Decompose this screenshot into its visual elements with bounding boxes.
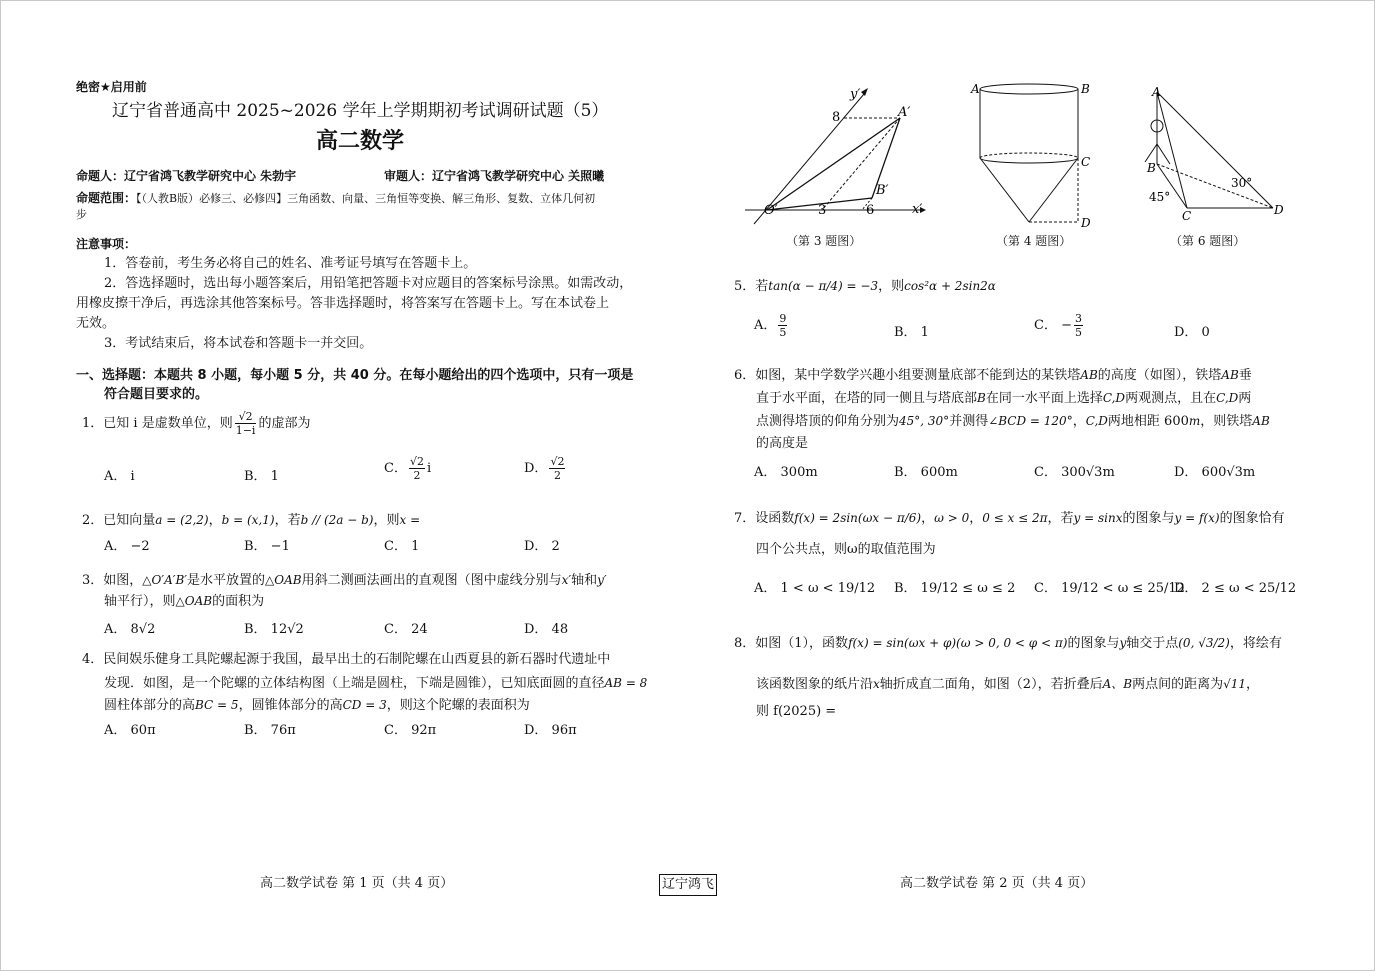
note-3: 3．考试结束后，将本试卷和答题卡一并交回。	[104, 336, 373, 351]
reviewer-line: 审题人：辽宁省鸿飞教学研究中心 关照曦	[384, 169, 605, 183]
q6-l1c: 垂	[1238, 368, 1252, 383]
q5-c-den: 5	[1074, 326, 1082, 339]
q6-l3e: ，则铁塔	[1200, 414, 1253, 429]
fig4-cone-left	[980, 158, 1029, 222]
q5-option-a[interactable]	[754, 312, 789, 339]
q6-line4: 的高度是	[756, 436, 809, 451]
q7-option-d[interactable]: D． 2 ≤ ω < 25/12	[1174, 581, 1297, 596]
q2-option-c[interactable]: C． 1	[384, 539, 420, 554]
q3-y-axis: y′	[597, 573, 607, 587]
q3-option-a[interactable]: A． 8√2	[104, 622, 156, 637]
q6-b: B	[977, 391, 986, 405]
q5-c-frac	[1074, 312, 1083, 339]
q3-number: 3．	[82, 573, 104, 588]
q1-option-c[interactable]	[384, 455, 431, 482]
scope-label: 命题范围：	[76, 191, 137, 205]
q8-line3: 则 f(2025) =	[756, 704, 837, 719]
q6-option-d[interactable]: D． 600√3m	[1174, 465, 1256, 480]
q4-l1: 民间娱乐健身工具陀螺起源于我国，最早出土的石制陀螺在山西夏县的新石器时代遗址中	[103, 652, 611, 667]
q1-frac-num: √2	[235, 410, 257, 424]
q3-l2-tri: △OAB	[175, 594, 213, 608]
q8-number: 8．	[734, 636, 756, 651]
q1-c-tail: i	[426, 461, 432, 476]
section1-line1: 一、选择题：本题共 8 小题，每小题 5 分，共 40 分。在每小题给出的四个选项中，只有一项是	[76, 368, 634, 383]
author-line: 命题人：辽宁省鸿飞教学研究中心 朱勃宇	[76, 169, 297, 183]
footer-left: 高二数学试卷 第 1 页（共 4 页）	[260, 876, 454, 891]
q3-tri: △OAB	[265, 573, 302, 587]
notes-heading: 注意事项：	[76, 237, 137, 251]
q3-l1c: 用斜二测画法画出的直观图（图中虚线分别与	[301, 573, 562, 588]
q7-option-b[interactable]: B． 19/12 ≤ ω ≤ 2	[894, 581, 1016, 596]
fig4-cone-right	[1029, 158, 1078, 222]
q5-option-d[interactable]: D． 0	[1174, 325, 1210, 340]
figure-4	[970, 78, 1100, 230]
fig3-label-b: B′	[876, 183, 889, 198]
q1-c-den: 2	[413, 469, 421, 482]
q5-number: 5．	[734, 279, 756, 294]
q4-number: 4．	[82, 652, 104, 667]
q8-y: y	[1119, 636, 1127, 650]
q6-ab-2: AB	[1221, 368, 1239, 382]
q5-a-num: 9	[779, 312, 787, 325]
q7-l1c: ，	[969, 511, 983, 526]
exam-title: 辽宁省普通高中 2025~2026 学年上学期期初考试调研试题（5）	[112, 101, 609, 121]
q7-function: f(x) = 2sin(ωx − π/6)	[794, 511, 922, 525]
q8-distance: √11	[1223, 677, 1247, 691]
fig3-label-8: 8	[832, 110, 841, 125]
q1-option-b[interactable]: B． 1	[244, 469, 279, 484]
q6-l3c: ，	[1072, 414, 1086, 429]
q7-fx: y = f(x)	[1174, 511, 1220, 525]
fig4-caption: （第 4 题图）	[996, 234, 1072, 248]
q4-l3b: ，圆锥体部分的高	[238, 698, 343, 713]
q3-l1a: 如图，	[103, 573, 143, 588]
q4-line2	[104, 673, 647, 694]
q7-sin: y = sinx	[1073, 511, 1123, 525]
q3-l1b: 是水平放置的	[187, 573, 266, 588]
fig6-angle-45: 45°	[1149, 190, 1171, 204]
fig6-angle-30: 30°	[1231, 176, 1253, 190]
figure-3	[740, 82, 930, 227]
q8-l1d: ，将绘有	[1229, 636, 1282, 651]
q7-l1e: 的图象与	[1122, 511, 1175, 526]
q4-ab: AB = 8	[604, 676, 648, 690]
q4-option-c[interactable]: C． 92π	[384, 723, 437, 738]
q7-option-a[interactable]: A． 1 < ω < 19/12	[754, 581, 876, 596]
q6-ab-1: AB	[1080, 368, 1098, 382]
q5-stem	[734, 276, 996, 297]
q3-l2a: 轴平行），则	[104, 594, 176, 609]
q7-l1a: 设函数	[755, 511, 795, 526]
q2-post: ，则	[373, 513, 400, 528]
q6-angle-bcd: ∠BCD = 120°	[988, 414, 1073, 428]
fig6-label-c: C	[1182, 209, 1192, 223]
q7-omega-cond: ω > 0	[934, 511, 970, 525]
q6-line1	[734, 365, 1252, 386]
q4-l2a: 发现．如图，是一个陀螺的立体结构图（上端是圆柱，下端是圆锥），已知底面圆的直径	[104, 676, 605, 691]
q3-l2b: 的面积为	[212, 594, 265, 609]
q7-l1b: ，	[921, 511, 935, 526]
q7-option-c[interactable]: C． 19/12 < ω ≤ 25/12	[1034, 581, 1185, 596]
q2-text: 已知向量	[103, 513, 156, 528]
q6-cd-2: C,D	[1216, 391, 1239, 405]
q5-a-label: A．	[754, 318, 777, 333]
fig6-label-a: A	[1152, 85, 1161, 99]
fig3-label-3: 3	[818, 203, 827, 218]
q6-l2c: 两观测点，且在	[1125, 391, 1217, 406]
q4-line1	[82, 650, 610, 670]
q4-option-b[interactable]: B． 76π	[244, 723, 296, 738]
q2-condition: b // (2a − b)	[300, 513, 374, 527]
q2-cond-pre: ，若	[274, 513, 301, 528]
q6-l3b: 并测得	[949, 414, 989, 429]
q6-l1b: 的高度（如图），铁塔	[1097, 368, 1222, 383]
q1-frac-den: 1−i	[235, 424, 256, 437]
q6-l2d: 两	[1238, 391, 1252, 406]
section1-line2: 符合题目要求的。	[104, 387, 209, 402]
q5-c-num: 3	[1074, 312, 1082, 325]
q1-pre: 已知 i 是虚数单位，则	[103, 416, 233, 431]
q6-l3d: 两地相距 600	[1107, 414, 1189, 429]
fig4-label-c: C	[1081, 155, 1091, 169]
fig6-caption: （第 6 题图）	[1170, 234, 1246, 248]
q1-d-den: 2	[553, 469, 561, 482]
q6-l3a: 点测得塔顶的仰角分别为	[756, 414, 900, 429]
q8-l2a: 该函数图象的纸片沿	[756, 677, 874, 692]
fig4-label-a: A	[971, 82, 980, 96]
q8-l1b: 的图象与	[1067, 636, 1120, 651]
q7-line2: 四个公共点，则ω的取值范围为	[756, 542, 936, 557]
q4-l3a: 圆柱体部分的高	[104, 698, 196, 713]
q5-expression: tan(α − π/4) = −3	[768, 279, 879, 293]
q7-x-range: 0 ≤ x ≤ 2π	[982, 511, 1048, 525]
q3-option-b[interactable]: B． 12√2	[244, 622, 304, 637]
note-1: 1．答卷前，考生务必将自己的姓名、准考证号填写在答题卡上。	[104, 256, 477, 271]
q1-d-label: D．	[524, 461, 548, 476]
fig3-y-arrow	[861, 88, 868, 96]
q6-ab-3: AB	[1252, 414, 1270, 428]
q7-l1d: ，若	[1047, 511, 1074, 526]
q4-l3c: ，则这个陀螺的表面积为	[386, 698, 530, 713]
q2-b-vector: b = (x,1)	[221, 513, 275, 527]
fig4-label-d: D	[1081, 216, 1091, 230]
q6-unit: m	[1188, 414, 1201, 428]
q5-option-c[interactable]	[1034, 312, 1085, 339]
q3-x-axis: x′	[561, 573, 572, 587]
fig4-label-b: B	[1081, 82, 1090, 96]
q3-option-d[interactable]: D． 48	[524, 622, 569, 637]
fig4-top-ellipse	[980, 84, 1078, 94]
fig3-label-x: x′	[912, 202, 923, 217]
q8-line2	[756, 674, 1259, 695]
q6-l2b: 在同一水平面上选择	[985, 391, 1103, 406]
q8-l1c: 轴交于点	[1126, 636, 1179, 651]
q1-number: 1．	[82, 416, 104, 431]
q6-line2	[756, 388, 1251, 409]
subject-title: 高二数学	[316, 129, 405, 154]
q1-stem	[82, 410, 310, 437]
q5-c-label: C． −	[1034, 318, 1072, 333]
fig3-label-o: O′	[764, 203, 778, 218]
fig6-line-bd	[1157, 164, 1273, 208]
q6-l2a: 直于水平面，在塔的同一侧且与塔底部	[756, 391, 978, 406]
fig3-caption: （第 3 题图）	[786, 234, 862, 248]
note-2a: 2．答选择题时，选出每小题答案后，用铅笔把答题卡对应题目的答案标号涂黑。如需改动，	[104, 276, 633, 291]
q4-cd: CD = 3	[342, 698, 387, 712]
q5-mid: ，则	[878, 279, 905, 294]
q2-stem: 2．已知向量a = (2,2)，b = (x,1)，若b // (2a − b)，则x =	[82, 513, 421, 528]
q8-l2d: ，	[1246, 677, 1260, 692]
q3-tri-prime: △O′A′B′	[142, 573, 188, 587]
q6-option-b[interactable]: B． 600m	[894, 465, 958, 480]
q6-number: 6．	[734, 368, 756, 383]
q5-pre: 若	[755, 279, 769, 294]
fig6-label-b: B	[1147, 161, 1156, 175]
q6-cd-1: C,D	[1102, 391, 1126, 405]
q6-angles: 45°, 30°	[899, 414, 950, 428]
q6-l1a: 如图，某中学数学兴趣小组要测量底部不能到达的某铁塔	[755, 368, 1081, 383]
q5-a-frac	[778, 312, 787, 339]
q1-c-label: C．	[384, 461, 407, 476]
q1-option-a[interactable]: A． i	[104, 469, 135, 484]
q2-option-d[interactable]: D． 2	[524, 539, 560, 554]
q1-c-frac	[409, 455, 425, 482]
figure-6	[1140, 84, 1290, 224]
footer-center-brand: 辽宁鸿飞	[659, 874, 717, 896]
q4-bc: BC = 5	[195, 698, 239, 712]
q2-option-b[interactable]: B． −1	[244, 539, 290, 554]
q2-option-a[interactable]: A． −2	[104, 539, 150, 554]
q8-l2c: 两点间的距离为	[1132, 677, 1224, 692]
q8-x: x	[873, 677, 880, 691]
q6-line3	[756, 411, 1270, 432]
q4-option-a[interactable]: A． 60π	[104, 723, 156, 738]
q6-option-a[interactable]: A． 300m	[754, 465, 818, 480]
q2-x-eq: x =	[399, 513, 421, 527]
scope-line	[76, 187, 666, 206]
q3-line1	[82, 570, 607, 591]
q7-line1	[734, 508, 1285, 529]
q3-l1d: 轴和	[571, 573, 598, 588]
fig4-bottom-front	[980, 158, 1078, 163]
q7-number: 7．	[734, 511, 756, 526]
secret-label: 绝密★启用前	[76, 80, 147, 94]
fig3-label-y: y′	[850, 87, 861, 102]
q3-line2	[104, 591, 264, 612]
q1-d-frac	[549, 455, 565, 482]
q2-number: 2．	[82, 513, 104, 528]
fig3-label-a: A′	[898, 105, 911, 120]
note-2c: 无效。	[76, 316, 116, 331]
fig6-label-d: D	[1274, 203, 1284, 217]
q6-option-c[interactable]: C． 300√3m	[1034, 465, 1115, 480]
q1-option-d[interactable]	[524, 455, 567, 482]
q5-option-b[interactable]: B． 1	[894, 325, 929, 340]
q3-option-c[interactable]: C． 24	[384, 622, 428, 637]
q8-l1a: 如图（1），函数	[755, 636, 849, 651]
q2-a-vector: a = (2,2)	[155, 513, 209, 527]
fig4-bottom-back	[980, 153, 1078, 158]
fig6-right-leg	[1157, 144, 1170, 164]
q4-option-d[interactable]: D． 96π	[524, 723, 577, 738]
q1-d-num: √2	[550, 455, 565, 468]
q8-l2b: 轴折成直二面角，如图（2），若折叠后	[879, 677, 1103, 692]
q1-fraction	[235, 410, 257, 437]
q7-l1f: 的图象恰有	[1219, 511, 1285, 526]
fig6-left-leg	[1145, 144, 1157, 162]
fig6-line-ad	[1157, 92, 1273, 208]
q5-ask: cos²α + 2sin2α	[904, 279, 996, 293]
scope-tail: 步	[76, 208, 87, 221]
q8-point: (0, √3/2)	[1178, 636, 1230, 650]
q1-c-num: √2	[409, 455, 424, 468]
q8-ab: A、B	[1102, 677, 1133, 691]
q8-line1	[734, 633, 1282, 654]
q1-post: 的虚部为	[258, 416, 311, 431]
footer-right: 高二数学试卷 第 2 页（共 4 页）	[900, 876, 1094, 891]
q5-a-den: 5	[779, 326, 787, 339]
fig3-label-6: 6	[866, 203, 875, 218]
scope-text: 【（人教B版）必修三、必修四】三角函数、向量、三角恒等变换、解三角形、复数、立体几何初	[136, 192, 596, 205]
q6-cd-3: C,D	[1085, 414, 1108, 428]
q4-line3	[104, 695, 530, 716]
q8-function: f(x) = sin(ωx + φ)(ω > 0, 0 < φ < π)	[848, 636, 1068, 650]
note-2b: 用橡皮擦干净后，再选涂其他答案标号。答非选择题时，将答案写在答题卡上。写在本试卷上	[76, 296, 610, 311]
